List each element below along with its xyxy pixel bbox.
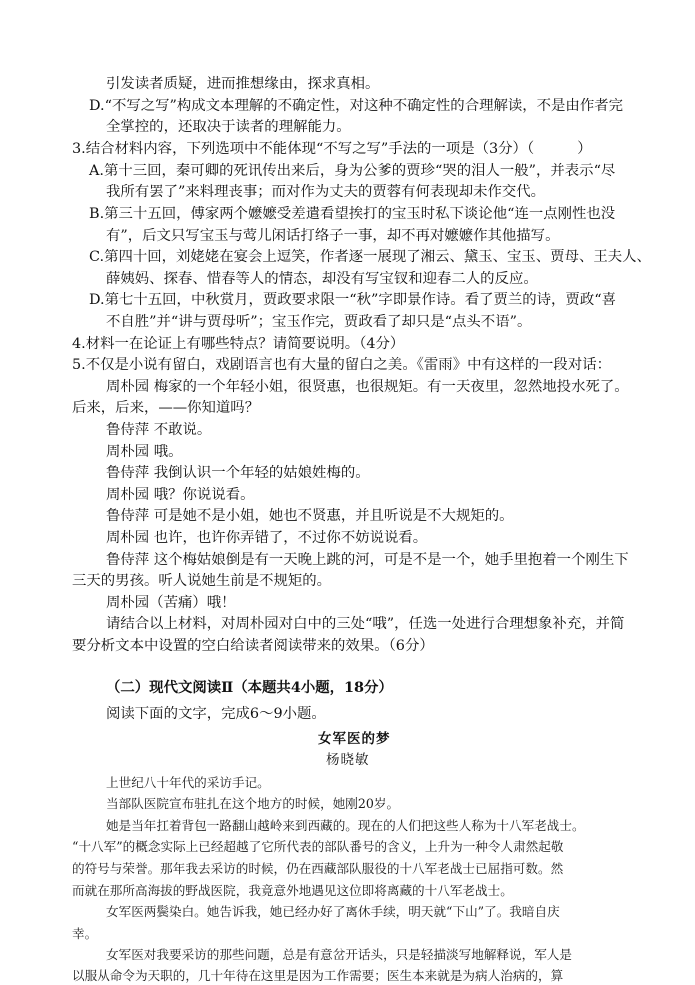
dialogue-line: 周朴园 哦？你说说看。: [106, 487, 255, 503]
question-5-prompt: 要分析文本中设置的空白给读者阅读带来的效果。（6分）: [72, 638, 434, 654]
option-d-line: D.第七十五回，中秋赏月，贾政要求限一“秋”字即景作诗。看了贾兰的诗，贾政“喜: [89, 292, 616, 308]
dialogue-line: 鲁侍萍 可是她不是小姐，她也不贤惠，并且听说是不大规矩的。: [106, 508, 514, 524]
question-5-prompt: 请结合以上材料，对周朴园对白中的三处“哦”，任选一处进行合理想象补充，并简: [106, 616, 625, 632]
text-line: 薛姨妈、探春、惜春等人的情态，却没有写宝钗和迎春二人的反应。: [106, 271, 538, 287]
text-line: 不自胜”并“讲与贾母听”；宝玉作完，贾政看了却只是“点头不语”。: [106, 314, 532, 330]
article-author: 杨晓敏: [326, 752, 370, 768]
dialogue-line: 周朴园 也许，也许你弄错了，不过你不妨说说看。: [106, 530, 428, 546]
text-line: 引发读者质疑，进而推想缘由，探求真相。: [106, 76, 380, 92]
option-d-line: D.“不写之写”构成文本理解的不确定性，对这种不确定性的合理解读，不是由作者完: [89, 98, 623, 114]
text-line: 全掌控的，还取决于读者的理解能力。: [106, 119, 351, 135]
dialogue-line: 周朴园 哦。: [106, 444, 183, 460]
question-5: 5.不仅是小说有留白，戏剧语言也有大量的留白之美。《雷雨》中有这样的一段对话：: [72, 357, 611, 373]
article-line: 上世纪八十年代的采访手记。: [106, 775, 270, 790]
text-line: 有”，后文只写宝玉与莺儿闲话打络子一事，却不再对嬷嬷作其他描写。: [106, 228, 560, 244]
article-title: 女军医的梦: [318, 731, 391, 747]
dialogue-line: 后来，后来，——你知道吗？: [72, 400, 260, 416]
article-line: “十八军”的概念实际上已经超越了它所代表的部队番号的含义，上升为一种令人肃然起敬: [72, 839, 564, 854]
article-line: 她是当年扛着背包一路翻山越岭来到西藏的。现在的人们把这些人称为十八军老战士。: [106, 818, 585, 833]
article-line: 的符号与荣誉。那年我去采访的时候，仍在西藏部队服役的十八军老战士已屈指可数。然: [72, 861, 564, 876]
article-line: 女军医两鬓染白。她告诉我，她已经办好了离休手续，明天就“下山”了。我暗自庆: [106, 904, 560, 919]
reading-instruction: 阅读下面的文字，完成6～9小题。: [106, 706, 326, 722]
article-line: 而就在那所高海拔的野战医院，我竟意外地遇见这位即将离藏的十八军老战士。: [72, 883, 513, 898]
dialogue-line: 周朴园 梅家的一个年轻小姐，很贤惠，也很规矩。有一天夜里，忽然地投水死了。: [106, 379, 629, 395]
dialogue-line: 鲁侍萍 这个梅姑娘倒是有一天晚上跳的河，可是不是一个，她手里抱着一个刚生下: [106, 552, 629, 568]
question-4: 4.材料一在论证上有哪些特点？请简要说明。（4分）: [72, 336, 405, 352]
article-line: 女军医对我要采访的那些问题，总是有意岔开话头，只是轻描淡写地解释说，军人是: [106, 947, 572, 962]
option-a-line: A.第十三回，秦可卿的死讯传出来后，身为公爹的贾珍“哭的泪人一般”，并表示“尽: [89, 163, 616, 179]
section-heading: （二）现代文阅读Ⅱ（本题共4小题，18分）: [106, 679, 393, 696]
question-3: 3.结合材料内容，下列选项中不能体现“不写之写”手法的一项是（3分）（ ）: [72, 141, 592, 157]
article-line: 幸。: [72, 926, 98, 941]
dialogue-line: 鲁侍萍 我倒认识一个年轻的姑娘姓梅的。: [106, 465, 370, 481]
article-line: 以服从命令为天职的，几十年待在这里是因为工作需要；医生本来就是为病人治病的，算: [72, 968, 564, 983]
dialogue-line: 三天的男孩。听人说她生前是不规矩的。: [72, 573, 332, 589]
option-b-line: B.第三十五回，傅家两个嬷嬷受差遣看望挨打的宝玉时私下谈论他“连一点刚性也没: [89, 206, 616, 222]
option-c-line: C.第四十回，刘姥姥在宴会上逗笑，作者逐一展现了湘云、黛玉、宝玉、贾母、王夫人、: [89, 249, 651, 265]
text-line: 我所有罢了”来料理丧事；而对作为丈夫的贾蓉有何表现却未作交代。: [106, 184, 546, 200]
dialogue-line: 周朴园（苦痛）哦！: [106, 595, 236, 611]
article-line: 当部队医院宣布驻扎在这个地方的时候，她刚20岁。: [106, 796, 400, 811]
dialogue-line: 鲁侍萍 不敢说。: [106, 422, 212, 438]
